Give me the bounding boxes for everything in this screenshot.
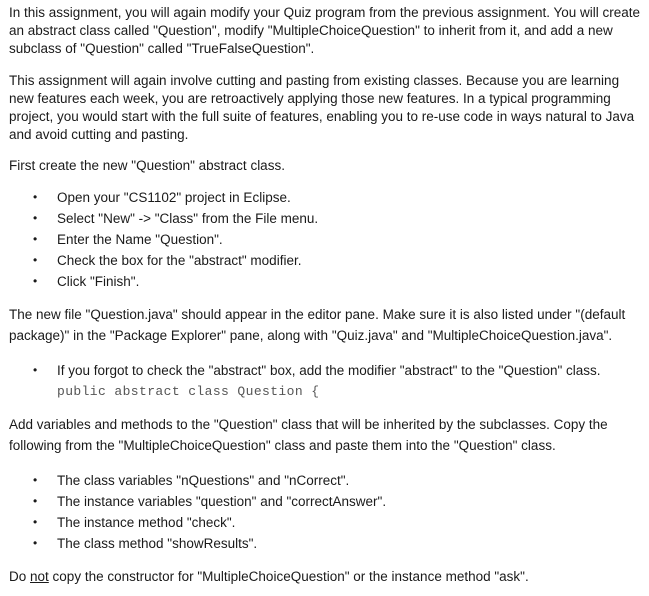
assignment-document xyxy=(9,4,641,587)
bullet-icon: • xyxy=(33,363,38,377)
bullet-icon: • xyxy=(33,494,38,508)
bullet-icon: • xyxy=(33,232,38,246)
list-item: • Open your "CS1102" project in Eclipse. xyxy=(9,187,641,208)
emphasis-not: not xyxy=(30,569,49,584)
list-item: • The instance variables "question" and "correctAnswer". xyxy=(9,491,641,512)
bullet-icon: • xyxy=(33,253,38,267)
list-item: • The instance method "check". xyxy=(9,512,641,533)
abstract-note-list xyxy=(9,360,641,402)
new-file-paragraph: The new file "Question.java" should appear in the editor pane. Make sure it is also listed under "(default package)" in the "Package Explorer" pane, along with "Quiz.java" and "MultipleChoiceQuestion.java". xyxy=(9,307,626,343)
bullet-icon: • xyxy=(33,190,38,204)
list-item: • Enter the Name "Question". xyxy=(9,229,641,250)
retroactive-paragraph: This assignment will again involve cutting and pasting from existing classes. Because you are learning new features each week, you are retroactively applying those new features. In a typical programming project, you would start with the full suite of features, enabling you to re-use code in ways natural to Java and avoid cutting and pasting. xyxy=(9,73,635,142)
create-class-steps xyxy=(9,187,641,292)
do-not-copy-paragraph: Do not copy the constructor for "MultipleChoiceQuestion" or the instance method "ask". xyxy=(9,569,529,584)
intro-paragraph: In this assignment, you will again modify your Quiz program from the previous assignment. You will create an abstract class called "Question", modify "MultipleChoiceQuestion" to inherit from it, and add a new subclass of "Question" called "TrueFalseQuestion". xyxy=(9,5,641,56)
bullet-icon: • xyxy=(33,536,38,550)
list-item: • The class variables "nQuestions" and "nCorrect". xyxy=(9,470,641,491)
abstract-note-text: If you forgot to check the "abstract" box, add the modifier "abstract" to the "Question" class. xyxy=(57,363,601,378)
bullet-icon: • xyxy=(33,274,38,288)
copy-instructions-paragraph: Add variables and methods to the "Question" class that will be inherited by the subclasses. Copy the following from the "MultipleChoiceQuestion" class and paste them into the "Question" class. xyxy=(9,417,608,453)
list-item: • Select "New" -> "Class" from the File menu. xyxy=(9,208,641,229)
list-item: • Click "Finish". xyxy=(9,271,641,292)
bullet-icon: • xyxy=(33,211,38,225)
code-snippet: public abstract class Question { xyxy=(57,384,320,399)
create-class-lead: First create the new "Question" abstract class. xyxy=(9,158,285,173)
bullet-icon: • xyxy=(33,473,38,487)
bullet-icon: • xyxy=(33,515,38,529)
list-item xyxy=(9,360,641,402)
list-item: • Check the box for the "abstract" modifier. xyxy=(9,250,641,271)
list-item: • The class method "showResults". xyxy=(9,533,641,554)
copy-items-list xyxy=(9,470,641,554)
